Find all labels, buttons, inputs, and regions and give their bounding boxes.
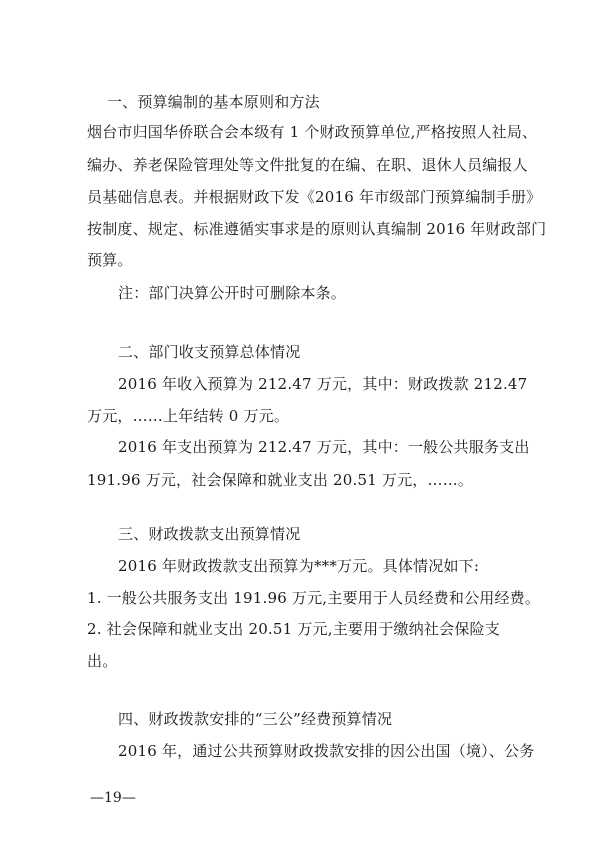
section-4-heading: 四、财政拨款安排的“三公”经费预算情况 (118, 710, 393, 728)
section-2-line-3: 2016 年支出预算为 212.47 万元，其中：一般公共服务支出 (118, 438, 530, 456)
section-3-heading: 三、财政拨款支出预算情况 (118, 525, 301, 543)
page-number: —19— (90, 790, 136, 806)
section-3-line-2: 1. 一般公共服务支出 191.96 万元,主要用于人员经费和公用经费。 (87, 589, 541, 607)
section-3-line-4: 出。 (87, 652, 118, 670)
section-2-line-4: 191.96 万元，社会保障和就业支出 20.51 万元，……。 (87, 471, 474, 489)
section-1-line-5: 预算。 (87, 251, 133, 269)
section-4-line-1: 2016 年，通过公共预算财政拨款安排的因公出国（境）、公务 (118, 742, 535, 760)
section-1-line-4: 按制度、规定、标准遵循实事求是的原则认真编制 2016 年财政部门 (87, 220, 547, 238)
section-1-line-2: 编办、养老保险管理处等文件批复的在编、在职、退休人员编报人 (87, 156, 528, 174)
section-2-heading: 二、部门收支预算总体情况 (118, 343, 301, 361)
section-1-note: 注：部门决算公开时可删除本条。 (118, 284, 347, 302)
section-1-line-3: 员基础信息表。并根据财政下发《2016 年市级部门预算编制手册》 (87, 188, 542, 206)
section-1-heading: 一、预算编制的基本原则和方法 (107, 93, 320, 111)
section-3-line-1: 2016 年财政拨款支出预算为***万元。具体情况如下: (118, 557, 480, 575)
section-2-line-1: 2016 年收入预算为 212.47 万元，其中：财政拨款 212.47 (118, 375, 528, 393)
section-3-line-3: 2. 社会保障和就业支出 20.51 万元,主要用于缴纳社会保险支 (87, 620, 500, 638)
section-1-line-1: 烟台市归国华侨联合会本级有 1 个财政预算单位,严格按照人社局、 (87, 123, 538, 141)
section-2-line-2: 万元，……上年结转 0 万元。 (87, 407, 290, 425)
